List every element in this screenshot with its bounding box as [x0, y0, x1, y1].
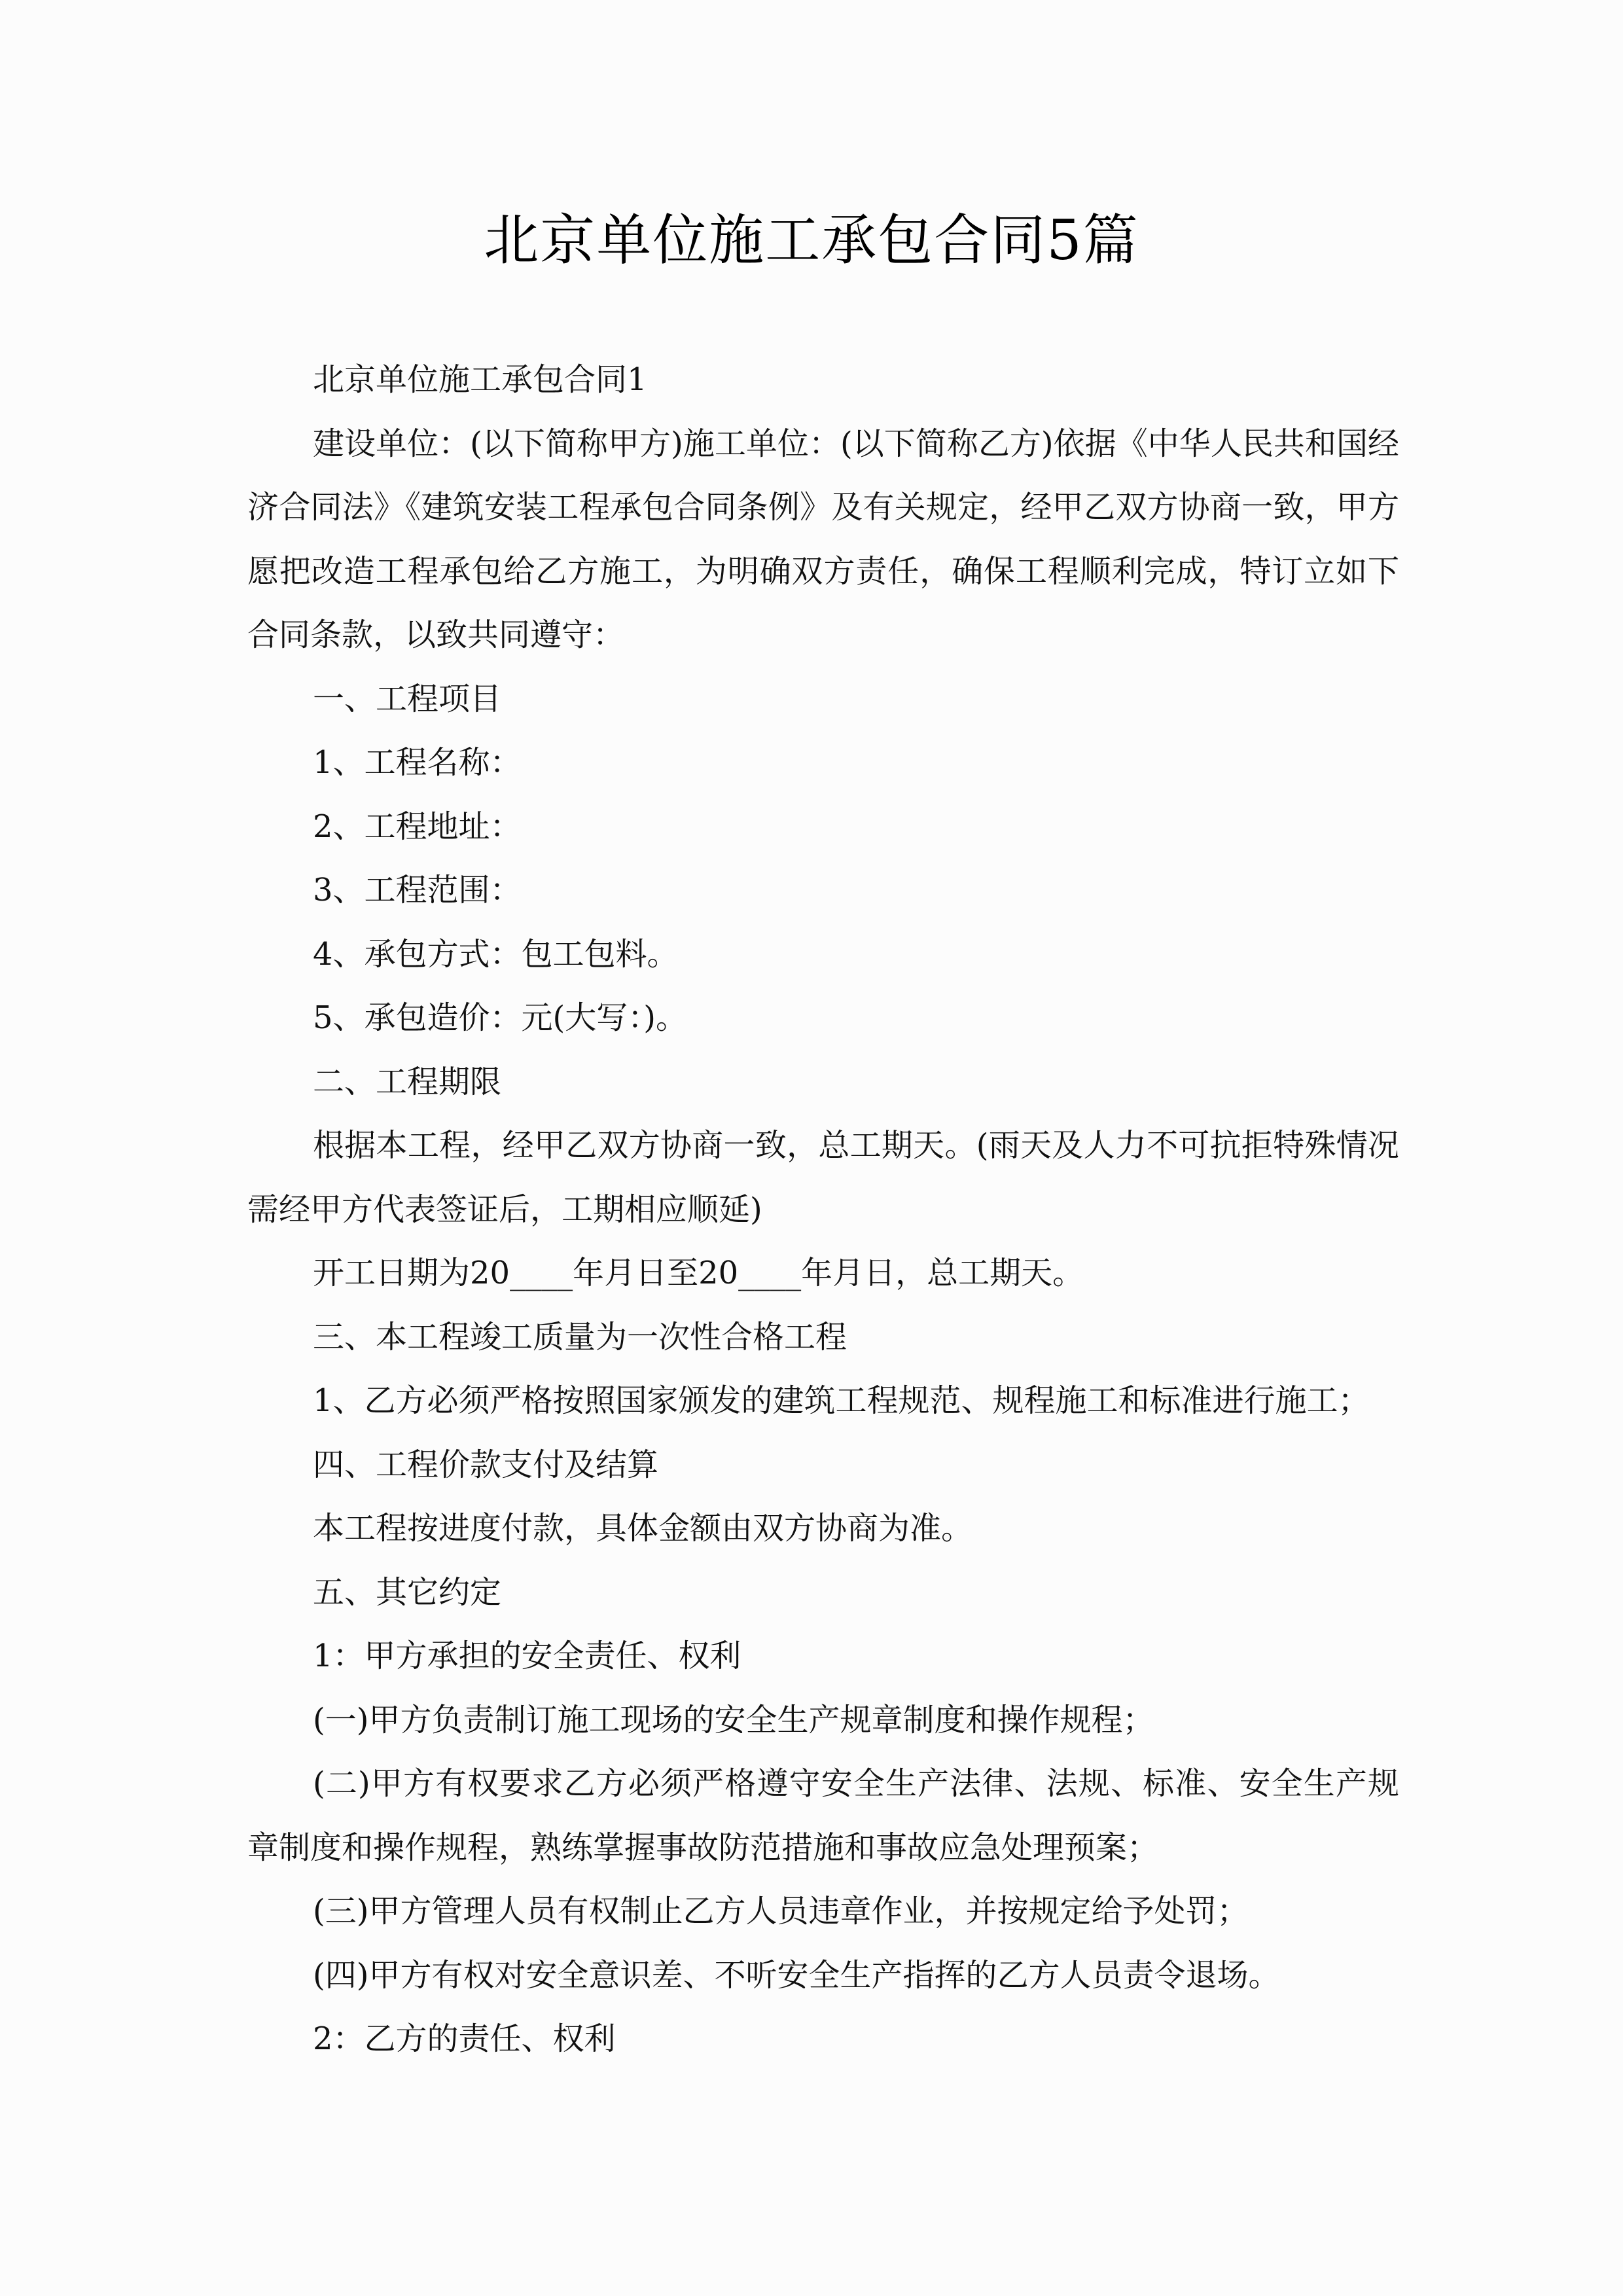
section-heading-2: 二、工程期限	[313, 1063, 502, 1100]
list-item-project-scope: 3、工程范围：	[313, 872, 522, 908]
section-heading-4: 四、工程价款支付及结算	[313, 1446, 659, 1483]
party-b-heading: 2：乙方的责任、权利	[313, 2020, 616, 2057]
party-a-item-2: (二)甲方有权要求乙方必须严格遵守安全生产法律、法规、标准、安全生产规章制度和操作规程，熟练掌握事故防范措施和事故应急处理预案；	[247, 1765, 1399, 1866]
payment-paragraph: 本工程按进度付款，具体金额由双方协商为准。	[313, 1510, 973, 1547]
section-heading-5: 五、其它约定	[313, 1573, 502, 1611]
section-heading-3: 三、本工程竣工质量为一次性合格工程	[313, 1318, 847, 1355]
quality-item-1: 1、乙方必须严格按照国家颁发的建筑工程规范、规程施工和标准进行施工；	[313, 1382, 1370, 1419]
document-body	[247, 348, 1399, 2072]
preamble-paragraph: 建设单位：(以下简称甲方)施工单位：(以下简称乙方)依据《中华人民共和国经济合同法》《建筑安装工程承包合同条例》及有关规定，经甲乙双方协商一致，甲方愿把改造工程承包给乙方施工，为明确双方责任，确保工程顺利完成，特订立如下合同条款，以致共同遵守：	[247, 425, 1399, 653]
list-item-project-name: 1、工程名称：	[313, 744, 522, 781]
list-item-contract-price: 5、承包造价：元(大写：)。	[313, 999, 687, 1036]
duration-paragraph: 根据本工程，经甲乙双方协商一致，总工期天。(雨天及人力不可抗拒特殊情况需经甲方代表签证后，工期相应顺延)	[247, 1127, 1399, 1228]
party-a-item-4: (四)甲方有权对安全意识差、不听安全生产指挥的乙方人员责令退场。	[313, 1956, 1280, 1994]
section-heading-1: 一、工程项目	[313, 680, 502, 717]
list-item-project-address: 2、工程地址：	[313, 808, 522, 845]
party-a-heading: 1：甲方承担的安全责任、权利	[313, 1638, 741, 1674]
list-item-contract-method: 4、承包方式：包工包料。	[313, 935, 679, 973]
start-date-paragraph: 开工日期为20____年月日至20____年月日，总工期天。	[313, 1255, 1084, 1291]
party-a-item-3: (三)甲方管理人员有权制止乙方人员违章作业，并按规定给予处罚；	[313, 1893, 1249, 1929]
section-subtitle: 北京单位施工承包合同1	[313, 361, 647, 398]
document-title: 北京单位施工承包合同5篇	[484, 208, 1139, 272]
party-a-item-1: (一)甲方负责制订施工现场的安全生产规章制度和操作规程；	[313, 1701, 1154, 1738]
